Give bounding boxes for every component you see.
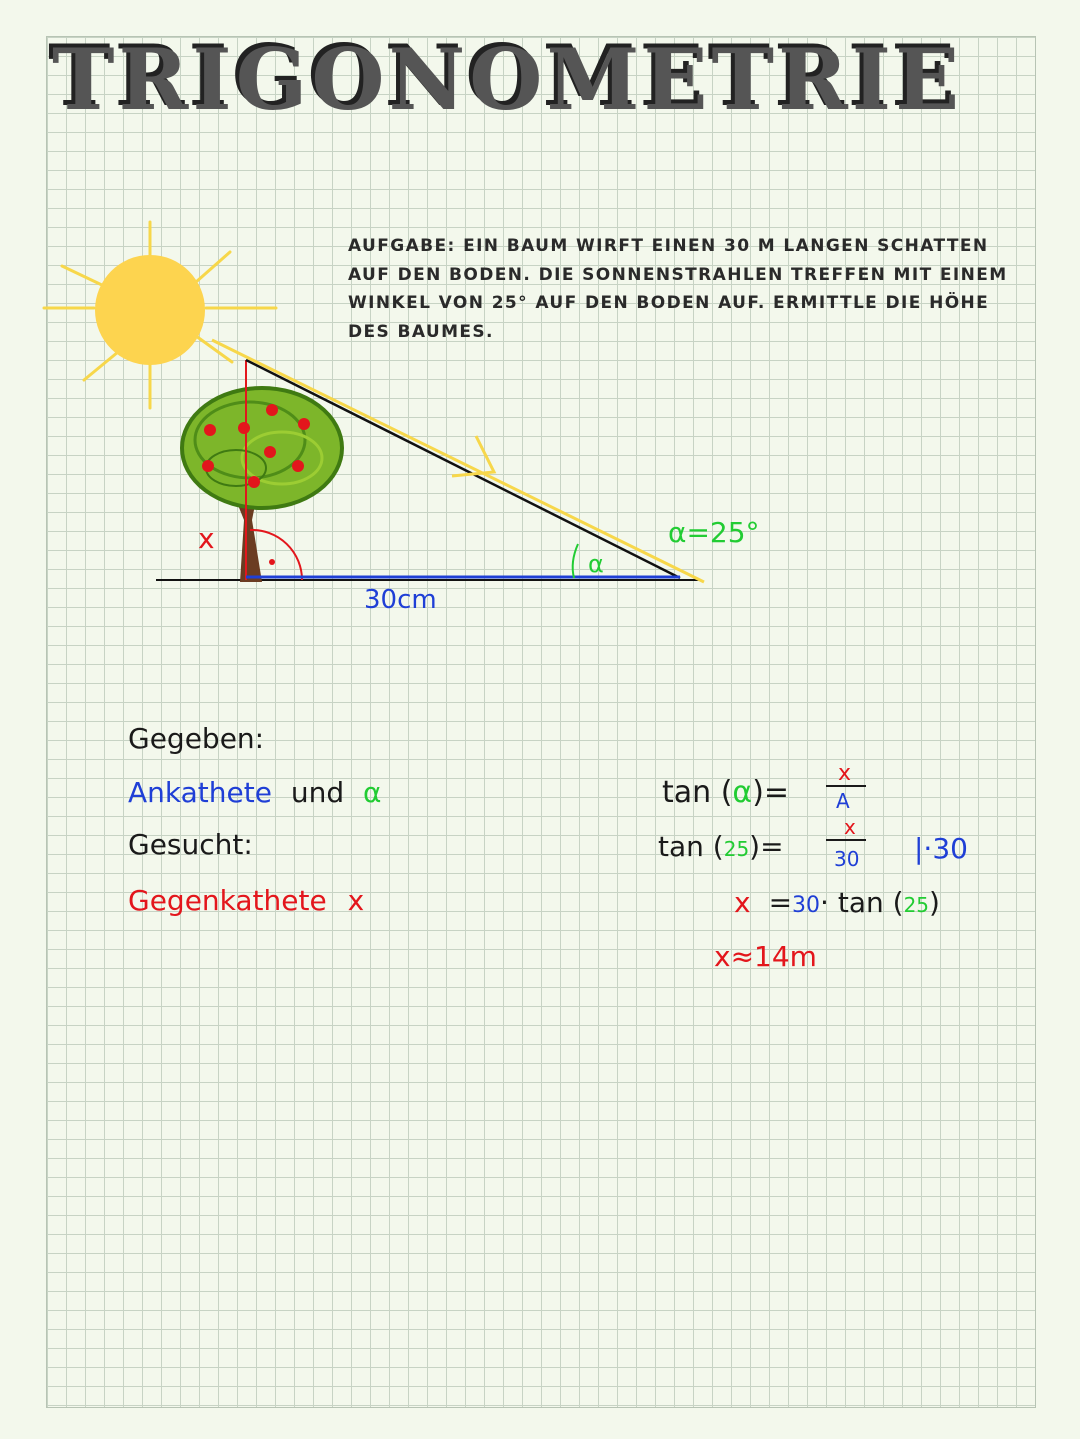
given-alpha: α [363,776,382,809]
line3-mid: · tan ( [820,886,904,919]
shadow-label: 30cm [364,585,437,615]
line3-eq: = [768,886,793,919]
line1-arg: α [732,775,753,810]
result: x≈14m [714,940,817,973]
page-title: TRIGONOMETRIE [52,30,964,129]
line3-var: x [734,886,751,919]
given-heading: Gegeben: [128,722,265,755]
sought-heading: Gesucht: [128,828,253,861]
solution-line-2 [658,830,784,863]
given-item [128,776,381,809]
solution-line-1 [662,775,789,810]
line2-operation: |·30 [914,832,968,865]
angle-arc [573,544,578,578]
line2-fn: tan ( [658,830,724,863]
line3-arg: 25 [903,893,930,917]
line1-denominator: A [836,789,850,813]
line1-fn: tan ( [662,775,733,810]
given-adjacent: Ankathete [128,776,272,809]
line1-close: )= [752,775,790,810]
sought-opposite: Gegenkathete [128,884,327,917]
line2-arg: 25 [723,837,750,861]
task-body: EIN BAUM WIRFT EINEN 30 M LANGEN SCHATTEN AUF DEN BODEN. DIE SONNENSTRAHLEN TREFFEN MIT EINEM WINKEL VON 25° AUF DEN BODEN AUF. ERMITTLE DIE HÖHE DES BAUMES. [348,236,1008,342]
angle-value-label: α=25° [668,516,760,549]
line2-denominator: 30 [834,847,860,871]
height-label: x [198,522,215,555]
sought-var: x [347,884,365,917]
line3-num: 30 [792,893,821,918]
task-label: AUFGABE: [348,236,456,256]
sun-icon [44,222,276,408]
line2-close: )= [749,830,784,863]
line2-numerator: x [844,815,856,839]
sought-item [128,884,364,917]
angle-mark-label: α [588,550,604,578]
given-and: und [290,776,345,809]
solution-line-3 [734,886,940,919]
line1-numerator: x [838,761,852,786]
line3-close: ) [929,886,940,919]
right-angle-dot [269,559,275,565]
